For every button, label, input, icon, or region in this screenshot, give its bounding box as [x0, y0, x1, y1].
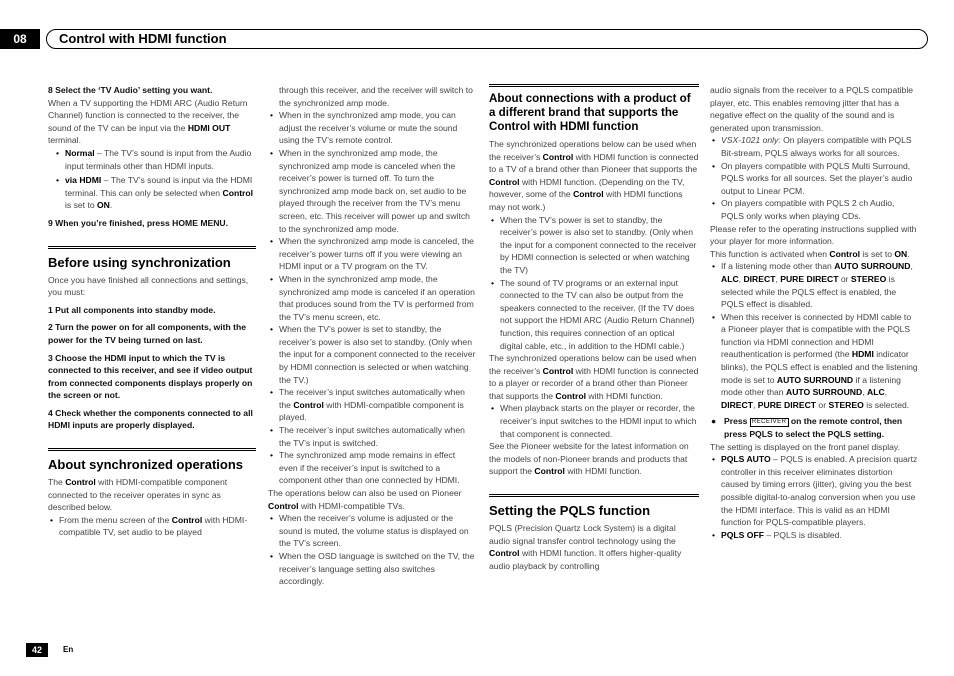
other-brands-website-text: See the Pioneer website for the latest information on the models of non-Pioneer brands and products that support the Control with HDMI function.: [489, 441, 689, 477]
sync-bullet-1: • When in the synchronized amp mode, you can adjust the receiver’s volume or mute the sound using the TV’s remote control.: [268, 109, 476, 147]
section-title-before-sync: Before using synchronization: [48, 246, 256, 270]
column-1: [48, 84, 256, 539]
pqls-listening-bullet-1: • If a listening mode other than AUTO SURROUND, ALC, DIRECT, PURE DIRECT or STEREO is selected while the PQLS effect is enabled, the PQLS effect is disabled.: [710, 260, 918, 310]
pqls-bullet-3: • On players compatible with PQLS 2 ch Audio, PQLS only works when playing CDs.: [710, 197, 918, 222]
press-receiver-step: ● Press RECEIVER on the remote control, then press PQLS to select the PQLS setting.: [711, 416, 903, 440]
receiver-button-icon: RECEIVER: [751, 419, 787, 426]
page-number: 42: [26, 643, 48, 657]
chapter-number: 08: [0, 29, 40, 49]
sync-bullet-7: • The receiver’s input switches automatically when the TV’s input is switched.: [268, 424, 476, 449]
sync-bullet-3: • When the synchronized amp mode is canceled, the receiver’s power turns off if you were viewing an HDMI input or a TV program on the TV.: [268, 235, 476, 273]
step-9-heading: 9 When you’re finished, press HOME MENU.: [48, 217, 229, 228]
page-header: [0, 29, 954, 51]
sync-step-2: 2 Turn the power on for all components, with the power for the TV being turned on last.: [48, 322, 246, 345]
pioneer-ops-text: The operations below can also be used on Pioneer Control with HDMI-compatible TVs.: [268, 488, 462, 511]
column-2: [268, 84, 476, 588]
pqls-note: Please refer to the operating instructions supplied with your player for more information.: [710, 223, 917, 247]
sync-step-4: 4 Check whether the components connected to all HDMI inputs are properly displayed.: [48, 407, 253, 431]
pqls-off-option: • PQLS OFF – PQLS is disabled.: [710, 529, 918, 542]
step-8-text: When a TV supporting the HDMI ARC (Audio Return Channel) function is connected to the receiver, the sound of the TV can be input via the HDMI OUT terminal.: [48, 97, 248, 146]
column-4: [710, 84, 918, 541]
sync-bullet-2: • When in the synchronized amp mode, the synchronized amp mode is canceled when the receiver’s power is turned off. To turn the synchronized amp mode back on, set audio to be played through the receiver from the TV’s menu screen, etc. This receiver will power up and switch to the synchronized amp mode.: [268, 147, 476, 235]
sync-bullet-8: • The synchronized amp mode remains in effect even if the receiver’s input is switched to a component other than one connected by HDMI.: [268, 449, 476, 487]
other-brands-bullet-2: • The sound of TV programs or an external input connected to the TV can also be output from the speakers connected to the receiver. (If the TV does not support the HDMI ARC (Audio Return Channel) function, this requires connection of an optical digital cable, etc., in addition to the HDMI cable.): [489, 277, 699, 353]
option-via-hdmi: • via HDMI – The TV’s sound is input via the HDMI terminal. This can only be selected when Control is set to ON.: [54, 174, 256, 212]
about-sync-bullet: • From the menu screen of the Control with HDMI-compatible TV, set audio to be played: [48, 514, 256, 539]
pqls-auto-option: • PQLS AUTO – PQLS is enabled. A precision quartz controller in this receiver eliminates distortion caused by timing errors (jitter), giving you the best possible digital-to-analog conversion when you use the HDMI interface. This is valid as an HDMI function for PQLS-compatible players.: [710, 453, 918, 529]
other-brands-bullet-3: • When playback starts on the player or recorder, the receiver’s input switches to the HDMI input to which that component is connected.: [489, 402, 699, 440]
about-sync-bullet-cont: through this receiver, and the receiver will switch to the synchronized amp mode.: [279, 85, 473, 108]
step-dot-icon: ●: [711, 416, 717, 427]
pqls-activation: This function is activated when Control is set to ON.: [710, 248, 910, 259]
pqls-intro: PQLS (Precision Quartz Lock System) is a digital audio signal transfer control technology using the Control with HDMI function. It offers higher-quality audio playback by controlling: [489, 523, 682, 571]
column-3: [489, 84, 699, 572]
pqls-listening-bullet-2: • When this receiver is connected by HDMI cable to a Pioneer player that is compatible with the PQLS function via HDMI connection and HDMI reauthentication is performed (the HDMI indicator blinks), the PQLS effect is enabled and the listening mode is set to AUTO SURROUND if a listening mode other than AUTO SURROUND, ALC, DIRECT, PURE DIRECT or STEREO is selected.: [710, 311, 918, 412]
other-brands-player-text: The synchronized operations below can be used when the receiver’s Control with HDMI function is connected to a player or recorder of a brand other than Pioneer that supports the Control with HDMI function.: [489, 353, 699, 401]
option-normal: • Normal – The TV’s sound is input from the Audio input terminals other than HDMI inputs.: [54, 147, 256, 172]
section-title-about-sync: About synchronized operations: [48, 448, 256, 472]
about-sync-text: The Control with HDMI-compatible component connected to the receiver operates in sync as described below.: [48, 477, 228, 513]
pioneer-ops-bullet-1: • When the receiver’s volume is adjusted or the sound is muted, the volume status is displayed on the TV’s screen.: [268, 512, 476, 550]
pqls-bullet-1: • VSX-1021 only: On players compatible with PQLS Bit-stream, PQLS always works for all sources.: [710, 134, 918, 159]
press-receiver-note: The setting is displayed on the front panel display.: [710, 441, 900, 452]
sync-step-1: 1 Put all components into standby mode.: [48, 304, 216, 315]
other-brands-bullet-1: • When the TV’s power is set to standby, the receiver’s power is also set to standby. (Only when the input for a component connected to the receiver by HDMI connection is selected or when watching the TV): [489, 214, 699, 277]
language-label: En: [63, 645, 74, 654]
pqls-bullet-2: • On players compatible with PQLS Multi Surround, PQLS works for all sources. Set the player’s audio output to Linear PCM.: [710, 160, 918, 198]
pqls-intro-cont: audio signals from the receiver to a PQLS compatible player, etc. This enables removing jitter that has a negative effect on the quality of the sound and is generated upon transmission.: [710, 85, 914, 133]
before-sync-intro: Once you have finished all connections and settings, you must:: [48, 274, 249, 298]
sync-step-3: 3 Choose the HDMI input to which the TV is connected to this receiver, and see if video output from connected components displays properly on the screen or not.: [48, 352, 253, 401]
section-title-other-brands: About connections with a product of a different brand that supports the Control with HDMI function: [489, 84, 699, 134]
sync-bullet-5: • When the TV’s power is set to standby, the receiver’s power is also set to standby. (Only when the input for a component connected to the receiver by HDMI connection is selected or when watching the TV.): [268, 323, 476, 386]
section-title-pqls: Setting the PQLS function: [489, 494, 699, 518]
sync-bullet-4: • When in the synchronized amp mode, the synchronized amp mode is canceled if an operation that produces sound from the TV is performed from the TV’s menu screen, etc.: [268, 273, 476, 323]
step-8-heading: 8 Select the ‘TV Audio’ setting you want.: [48, 85, 213, 95]
other-brands-tv-text: The synchronized operations below can be used when the receiver’s Control with HDMI function is connected to a TV of a brand other than Pioneer that supports the Control with HDMI function. (Depending on the TV, however, some of the Control with HDMI functions may not work.): [489, 139, 699, 212]
chapter-title: Control with HDMI function: [46, 29, 928, 49]
pioneer-ops-bullet-2: • When the OSD language is switched on the TV, the receiver’s language setting also switches accordingly.: [268, 550, 476, 588]
sync-bullet-6: • The receiver’s input switches automatically when the Control with HDMI-compatible component is played.: [268, 386, 476, 424]
